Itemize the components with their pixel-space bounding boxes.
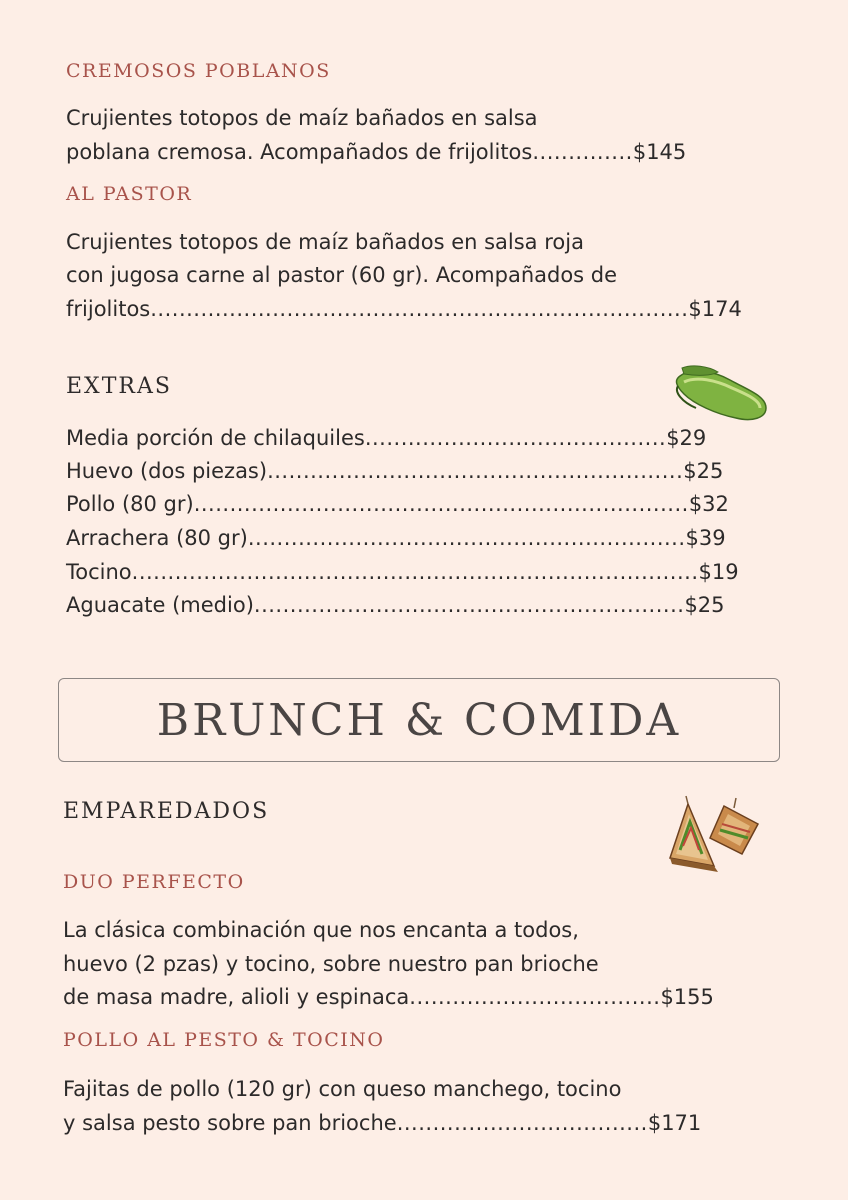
leader-dots: ............................................................................... (131, 560, 699, 584)
extras-price: $25 (684, 593, 725, 617)
extras-name: Aguacate (medio) (66, 593, 254, 617)
banner-title: BRUNCH & COMIDA (156, 694, 682, 746)
extras-row (66, 522, 726, 555)
item-description-priced-line (63, 981, 714, 1014)
leader-dots: ................................... (409, 985, 661, 1009)
item-description-line: Crujientes totopos de maíz bañados en salsa (66, 106, 538, 130)
extras-row (66, 455, 723, 488)
extras-name: Tocino (66, 560, 132, 584)
extras-name: Pollo (80 gr) (66, 492, 194, 516)
extras-price: $25 (683, 459, 724, 483)
item-description-line: Fajitas de pollo (120 gr) con queso manchego, tocino (63, 1077, 622, 1101)
leader-dots: ............................................................ (253, 593, 685, 617)
item-price: $155 (660, 985, 714, 1009)
leader-dots: .......................................... (364, 426, 667, 450)
item-description-line: huevo (2 pzas) y tocino, sobre nuestro pan brioche (63, 952, 599, 976)
leader-dots: .............. (532, 140, 633, 164)
extras-name: Arrachera (80 gr) (66, 526, 248, 550)
item-description-priced-line (63, 1107, 701, 1140)
leader-dots: ..................................................................... (193, 492, 689, 516)
section-title-emparedados: EMPAREDADOS (63, 799, 270, 824)
extras-price: $39 (685, 526, 726, 550)
section-title-extras: EXTRAS (66, 374, 172, 399)
item-description-priced-line (66, 136, 686, 169)
extras-price: $19 (698, 560, 739, 584)
leader-dots: ............................................................. (247, 526, 686, 550)
item-description-line: frijolitos (66, 297, 151, 321)
item-description-line: con jugosa carne al pastor (60 gr). Acompañados de (66, 263, 618, 287)
extras-row (66, 422, 706, 455)
item-description-priced-line (66, 293, 742, 326)
extras-name: Media porción de chilaquiles (66, 426, 365, 450)
avocado-icon (672, 362, 770, 428)
extras-row (66, 488, 729, 521)
item-description-line: de masa madre, alioli y espinaca (63, 985, 410, 1009)
leader-dots: .......................................................... (267, 459, 684, 483)
leader-dots: ................................... (396, 1111, 648, 1135)
item-price: $174 (688, 297, 742, 321)
item-title-al-pastor: AL PASTOR (66, 183, 193, 205)
item-description-line: y salsa pesto sobre pan brioche (63, 1111, 397, 1135)
extras-price: $29 (666, 426, 707, 450)
item-price: $171 (647, 1111, 702, 1135)
item-description-line: La clásica combinación que nos encanta a todos, (63, 918, 579, 942)
extras-price: $32 (688, 492, 729, 516)
extras-name: Huevo (dos piezas) (66, 459, 268, 483)
section-banner (58, 678, 780, 762)
item-title-pollo-al-pesto: POLLO AL PESTO & TOCINO (63, 1029, 385, 1051)
extras-row (66, 589, 725, 622)
item-description-line: poblana cremosa. Acompañados de frijolitos (66, 140, 533, 164)
item-title-cremosos-poblanos: CREMOSOS POBLANOS (66, 60, 331, 82)
leader-dots: ........................................................................... (150, 297, 689, 321)
extras-row (66, 556, 739, 589)
item-title-duo-perfecto: DUO PERFECTO (63, 871, 245, 893)
sandwich-icon (662, 794, 766, 878)
item-description-line: Crujientes totopos de maíz bañados en salsa roja (66, 230, 584, 254)
item-price: $145 (632, 140, 687, 164)
